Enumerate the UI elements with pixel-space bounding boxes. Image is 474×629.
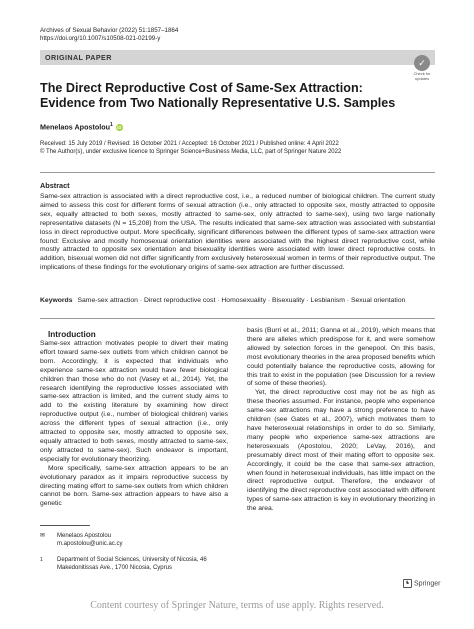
intro-heading: Introduction [48, 330, 96, 339]
affiliation-number: 1 [40, 557, 43, 563]
check-updates-label-2: updates [414, 75, 430, 81]
body-left-column [40, 330, 228, 509]
corresponding-author-email[interactable]: m.apostolou@unic.ac.cy [57, 541, 123, 547]
abstract-heading: Abstract [40, 181, 70, 190]
article-dates [40, 140, 435, 156]
article-title: The Direct Reproductive Cost of Same-Sex Attraction: Evidence from Two Nationally Representative U.S. Samples [40, 81, 396, 110]
check-for-updates-badge[interactable] [409, 55, 435, 81]
body-paragraph: Yet, the direct reproductive cost may not be as high as these theories assumed. For instance, people who experience same-sex attractions may have a strong preference to have children (see Gates et al., 2007), which motivates them to have heterosexual relationships in order to do so. Similarly, many people who experience same-sex attractions are heterosexuals (Apostolou, 2020; LeVay, 2016), and presumably direct most of their mating effort to opposite sex. Accordingly, it could be the case that same-sex attraction, when found in heterosexual individuals, has little impact on the direct reproductive output. Therefore, the endeavor of identifying the direct reproductive cost associated with different types of same-sex attraction is key in evolutionary theorizing in the area. [247, 389, 435, 513]
body-paragraph: basis (Burri et al., 2011; Ganna et al., 2019), which means that there are alleles which predispose for it, and were somehow allowed by selection forces in the genepool. On this basis, most evolutionary theories in the area proposed benefits which could potentially balance the reproductive costs, allowing for this trait to exist in the population (see Discussion for a review of some of these theories). [247, 327, 435, 388]
copyright-line: © The Author(s), under exclusive licence to Springer Science+Business Media, LLC, part of Springer Nature 2022 [40, 149, 342, 156]
abstract-text: Same-sex attraction is associated with a direct reproductive cost, i.e., a reduced number of biological children. The current study aimed to assess this cost for different forms of sexual attraction (i.e., only attracted to opposite sex, mostly attracted to opposite sex, equally attracted to both sexes, mostly attracted to same-sex, only attracted to same-sex), using two large nationally representative datasets (N = 15,208) from the USA. The results indicated that same-sex attraction was associated with substantial loss in direct reproductive output. More specifically, significant differences between the different types of same-sex attraction were found: Exclusive and mostly homosexual orientation identities were associated with the highest direct reproductive cost, while mostly attracted to opposite sex orientation and bisexuality identities were associated with lower direct reproductive costs. In addition, bisexual women did not differ significantly from exclusively heterosexual women in terms of their reproductive output. The implications of these findings for the evolutionary origins of same-sex attraction are further discussed. [40, 193, 435, 272]
article-type-label: ORIGINAL PAPER [45, 53, 112, 62]
content-credit: Content courtesy of Springer Nature, terms of use apply. Rights reserved. [90, 600, 384, 611]
check-updates-label-1: Check for [413, 71, 431, 76]
running-header [40, 27, 178, 43]
keywords-text: Same-sex attraction · Direct reproductive cost · Homosexuality · Bisexuality · Lesbianism · Sexual orientation [77, 297, 406, 304]
article-type-ribbon [40, 50, 435, 65]
publisher-name: Springer [414, 580, 441, 588]
body-paragraph: More specifically, same-sex attraction appears to be an evolutionary paradox as it impairs reproductive success by directing mating effort to same-sex outlets from which children cannot be born. Same-sex attraction appears to have also a genetic [40, 464, 228, 508]
footnote-divider [40, 525, 90, 526]
divider [40, 172, 435, 173]
author-line [40, 122, 123, 131]
divider [40, 318, 435, 319]
affiliation-line-2: Makedonitissas Ave., 1700 Nicosia, Cyprus [57, 565, 172, 571]
keywords [40, 297, 435, 306]
author-name[interactable]: Menelaos Apostolou [40, 122, 111, 132]
corresponding-author-name: Menelaos Apostolou [57, 533, 112, 539]
publisher-logo [403, 579, 440, 588]
keywords-label: Keywords [40, 297, 73, 304]
springer-horse-icon: ♞ [403, 579, 412, 588]
history-dates: Received: 15 July 2019 / Revised: 16 October 2021 / Accepted: 16 October 2021 / Published online: 4 April 2022 [40, 141, 339, 147]
body-right-column [247, 327, 435, 514]
affiliation-line-1: Department of Social Sciences, University of Nicosia, 46 [57, 557, 207, 563]
journal-line: Archives of Sexual Behavior (2022) 51:1857–1864 [40, 27, 179, 34]
body-paragraph: Same-sex attraction motivates people to divert their mating effort toward same-sex outlets from which children cannot be born. Accordingly, it is expected that individuals who experience same-sex attraction would have fewer biological children than those who do not (Vasey et al., 2014). Yet, the research identifying the reproductive losses associated with same-sex attraction is limited, and the current study aims to add to the existing literature by examining how direct reproductive output (i.e., number of biological children) varies across the different types of sexual attraction (i.e., only attracted to opposite sex, mostly attracted to opposite sex, equally attracted to both sexes, mostly attracted to same-sex, only attracted to same-sex). Such endeavor is important, especially for evolutionary theorizing. [40, 340, 228, 463]
doi-link[interactable]: https://doi.org/10.1007/s10508-021-02199-y [40, 35, 161, 43]
envelope-icon: ✉ [40, 533, 46, 539]
orcid-icon[interactable]: iD [117, 124, 122, 130]
check-updates-icon: ✓ [414, 55, 430, 71]
author-affiliation-marker: 1 [110, 122, 113, 128]
